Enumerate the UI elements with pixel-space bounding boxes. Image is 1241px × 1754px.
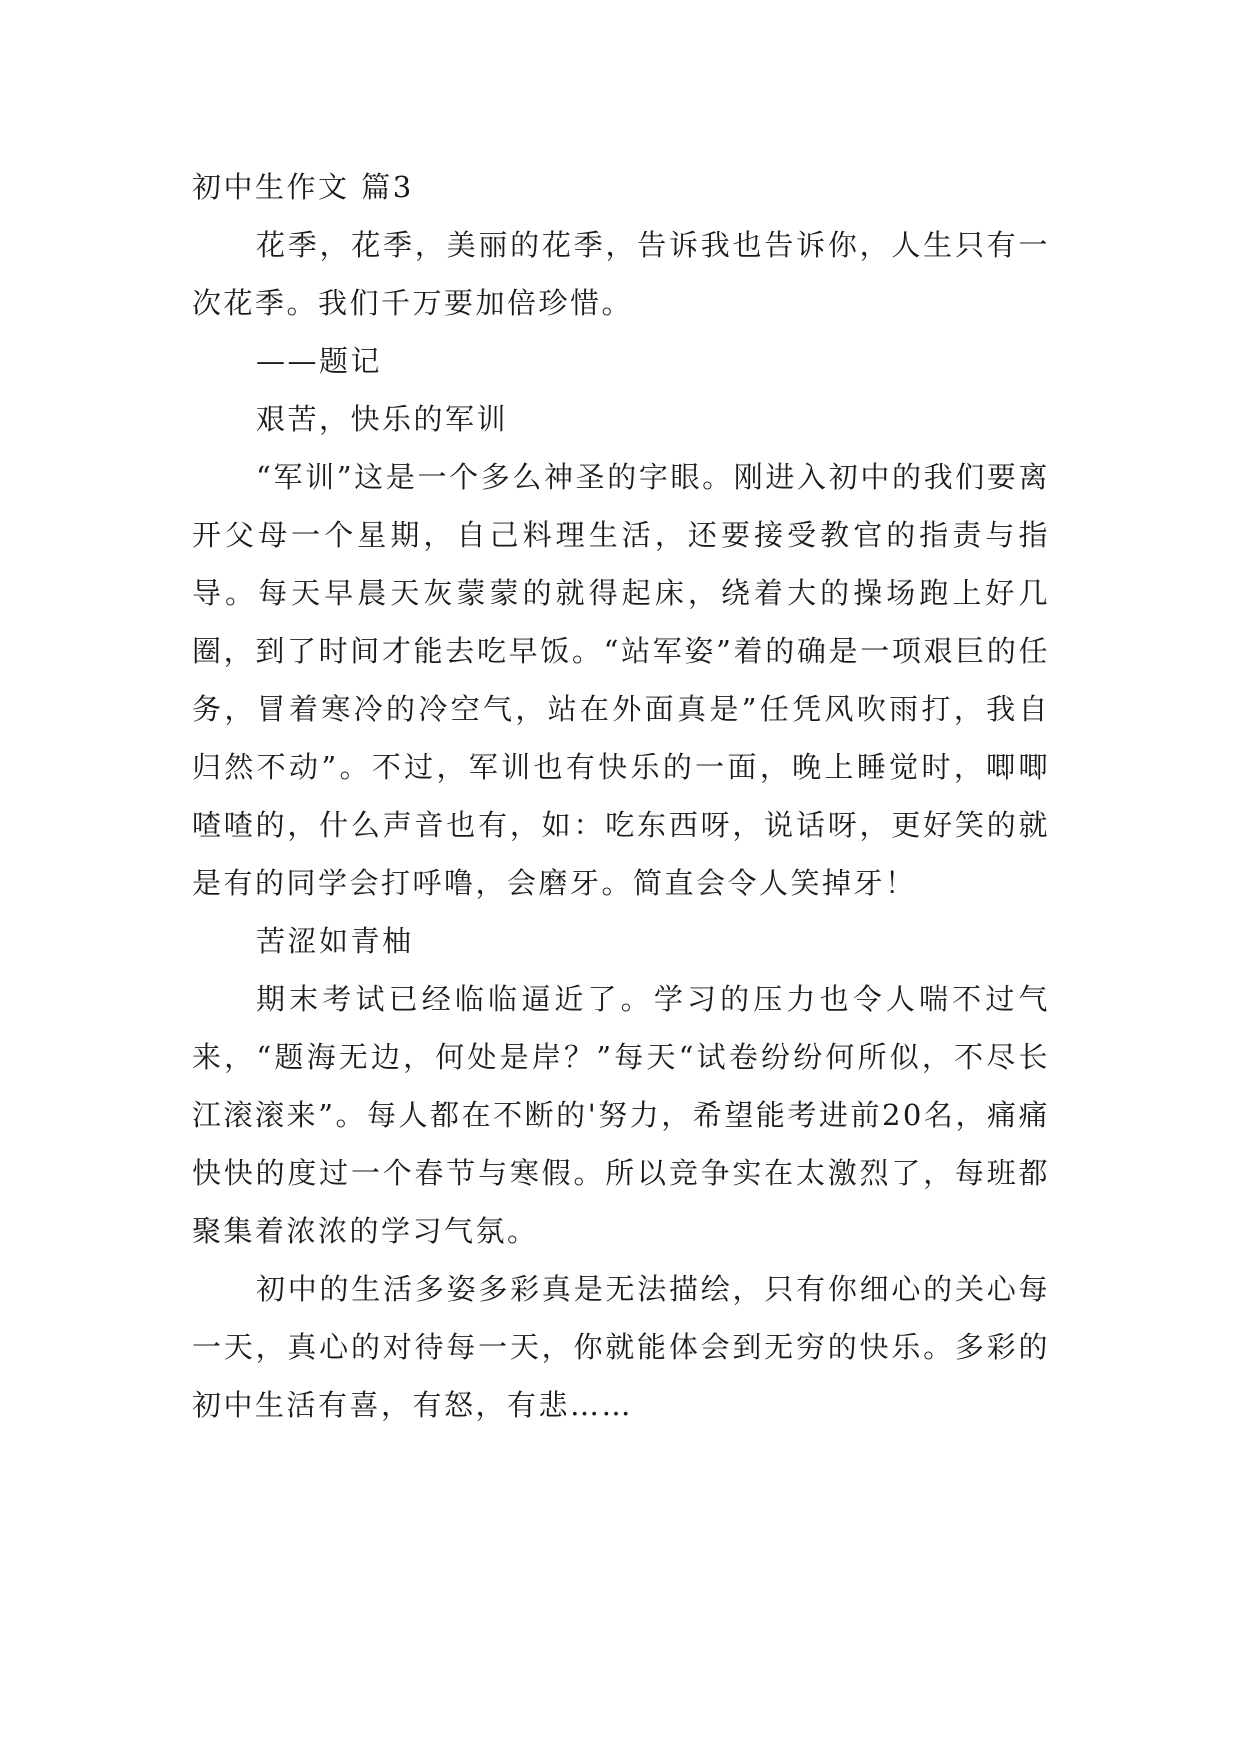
essay-title: 初中生作文 篇3 bbox=[192, 170, 414, 204]
exam-paragraph: 期末考试已经临临逼近了。学习的压力也令人喘不过气来，“题海无边，何处是岸？”每天“试卷纷纷何所似，不尽长江滚滚来”。每人都在不断的'努力，希望能考进前20名，痛痛快快的度过一个春节与寒假。所以竞争实在太激烈了，每班都聚集着浓浓的学习气氛。 bbox=[192, 982, 1050, 1248]
section-heading-bitter-pomelo: 苦涩如青柚 bbox=[256, 924, 414, 958]
section-heading-military-training: 艰苦，快乐的军训 bbox=[256, 402, 509, 436]
essay-body bbox=[192, 158, 1050, 1434]
military-training-paragraph: “军训”这是一个多么神圣的字眼。刚进入初中的我们要离开父母一个星期，自己料理生活，还要接受教官的指责与指导。每天早晨天灰蒙蒙的就得起床，绕着大的操场跑上好几圈，到了时间才能去吃早饭。“站军姿”着的确是一项艰巨的任务，冒着寒冷的冷空气，站在外面真是”任凭风吹雨打，我自归然不动”。不过，军训也有快乐的一面，晚上睡觉时，唧唧喳喳的，什么声音也有，如：吃东西呀，说话呀，更好笑的就是有的同学会打呼噜，会磨牙。简直会令人笑掉牙！ bbox=[192, 460, 1050, 900]
intro-paragraph: 花季，花季，美丽的花季，告诉我也告诉你，人生只有一次花季。我们千万要加倍珍惜。 bbox=[192, 228, 1050, 320]
epigraph-attribution: ——题记 bbox=[256, 344, 383, 378]
conclusion-paragraph: 初中的生活多姿多彩真是无法描绘，只有你细心的关心每一天，真心的对待每一天，你就能体会到无穷的快乐。多彩的初中生活有喜，有怒，有悲…… bbox=[192, 1272, 1050, 1422]
